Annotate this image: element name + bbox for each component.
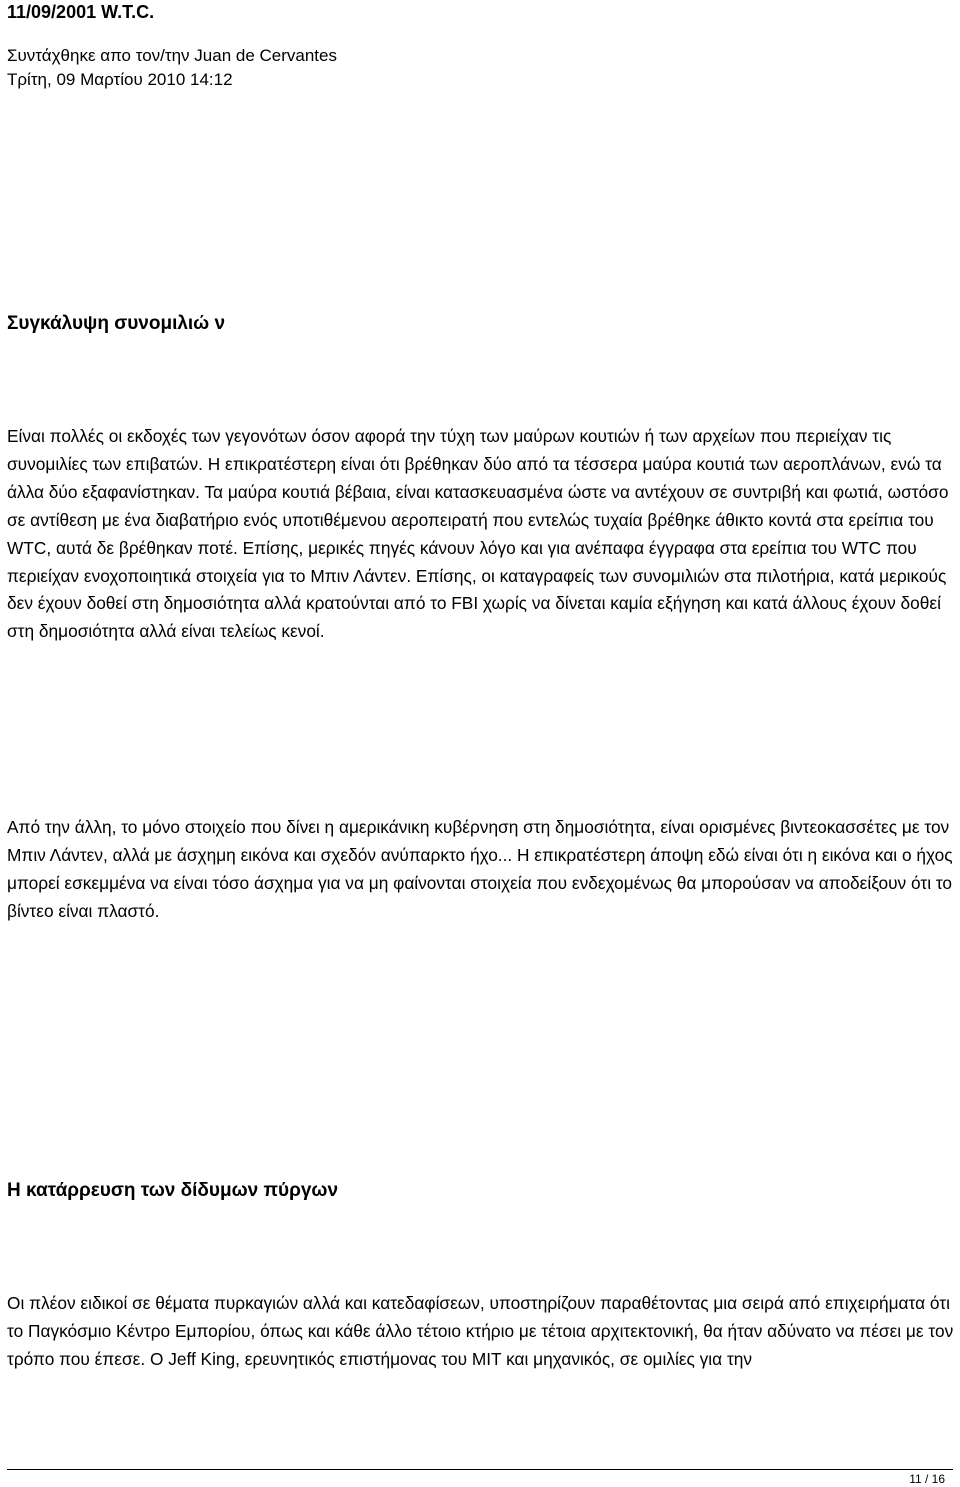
section-heading-collapse: Η κατάρρευση των δίδυμων πύργων [7, 1180, 339, 1201]
section-heading-cover-up: Συγκάλυψη συνομιλιώ ν [7, 313, 226, 334]
author-line: Συντάχθηκε απο τον/την Juan de Cervantes [7, 46, 337, 65]
article-title: 11/09/2001 W.T.C. [7, 2, 155, 22]
paragraph: Οι πλέον ειδικοί σε θέματα πυρκαγιών αλλά και κατεδαφίσεων, υποστηρίζουν παραθέτοντας μια σειρά από επιχειρήματα ότι το Παγκόσμιο Κέντρο Εμπορίου, όπως και κάθε άλλο τέτοιο κτήριο με τέτοια αρχιτεκτονική, θα ήταν αδύνατο να πέσει με τον τρόπο που έπεσε. Ο Jeff King, ερευνητικός επιστήμονας του MIT και μηχανικός, σε ομιλίες για την [7, 1293, 954, 1369]
footer-divider [7, 1469, 953, 1470]
page-number: 11 / 16 [909, 1472, 945, 1486]
date-line: Τρίτη, 09 Μαρτίου 2010 14:12 [7, 70, 233, 89]
paragraph: Είναι πολλές οι εκδοχές των γεγονότων όσον αφορά την τύχη των μαύρων κουτιών ή των αρχείων που περιείχαν τις συνομιλίες των επιβατών. Η επικρατέστερη είναι ότι βρέθηκαν δύο από τα τέσσερα μαύρα κουτιά των αεροπλάνων, ενώ τα άλλα δύο εξαφανίστηκαν. Τα μαύρα κουτιά βέβαια, είναι κατασκευασμένα ώστε να αντέχουν σε συντριβή και φωτιά, ωστόσο σε αντίθεση με ένα διαβατήριο ενός υποτιθέμενου αεροπειρατή που εντελώς τυχαία βρέθηκε άθικτο κοντά στα ερείπια του WTC, αυτά δε βρέθηκαν ποτέ. Επίσης, μερικές πηγές κάνουν λόγο και για ανέπαφα έγγραφα στα ερείπια του WTC που περιείχαν ενοχοποιητικά στοιχεία για το Μπιν Λάντεν. Επίσης, οι καταγραφείς των συνομιλιών στα πιλοτήρια, κατά μερικούς δεν έχουν δοθεί στη δημοσιότητα αλλά κρατούνται από το FBI χωρίς να δίνεται καμία εξήγηση και κατά άλλους έχουν δοθεί στη δημοσιότητα αλλά είναι τελείως κενοί. [7, 426, 949, 642]
paragraph: Από την άλλη, το μόνο στοιχείο που δίνει η αμερικάνικη κυβέρνηση στη δημοσιότητα, είναι ορισμένες βιντεοκασσέτες με τον Μπιν Λάντεν, αλλά με άσχημη εικόνα και σχεδόν ανύπαρκτο ήχο... Η επικρατέστερη άποψη εδώ είναι ότι η εικόνα και ο ήχος μπορεί εσκεμμένα να είναι τόσο άσχημα για να μη φαίνονται στοιχεία που ενδεχομένως θα μπορούσαν να αποδείξουν ότι το βίντεο είναι πλαστό. [7, 817, 953, 921]
